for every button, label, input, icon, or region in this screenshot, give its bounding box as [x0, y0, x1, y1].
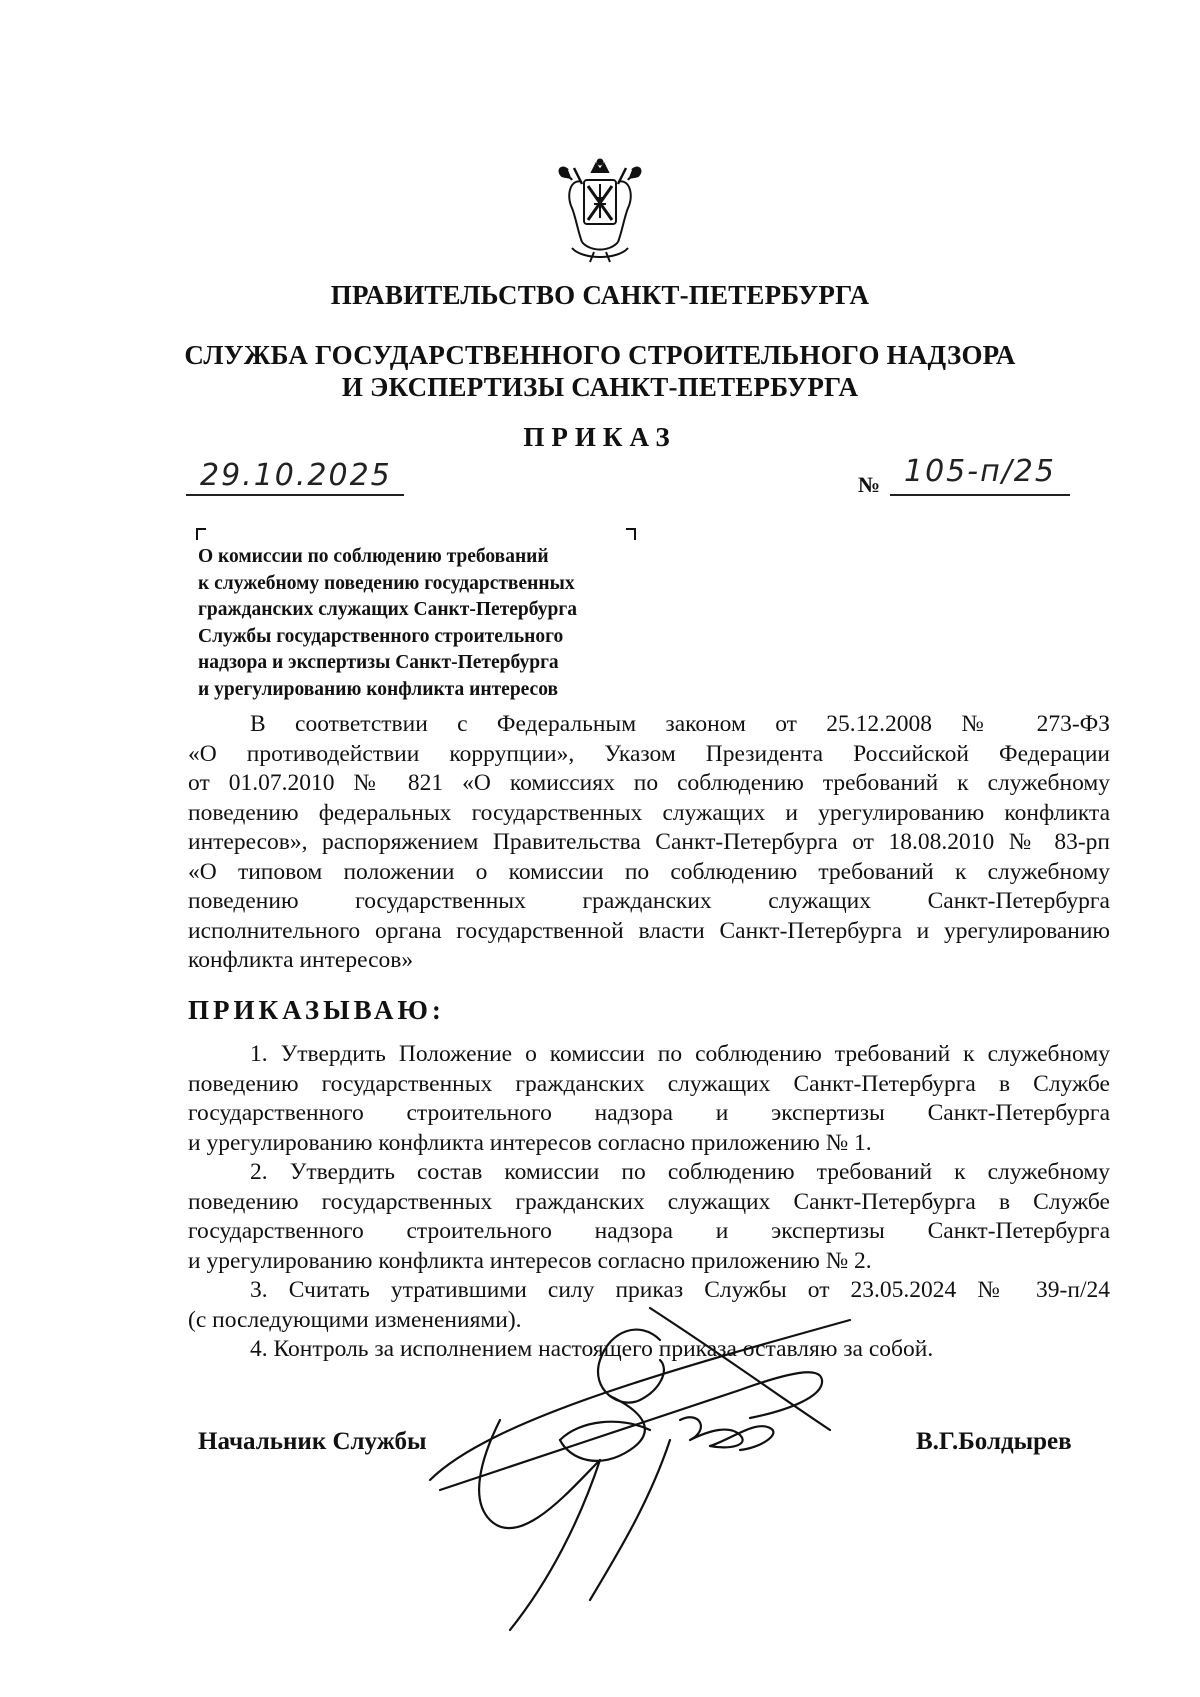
- number-underline: [890, 494, 1070, 496]
- point-line: и урегулированию конфликта интересов согласно приложению № 1.: [188, 1129, 872, 1156]
- document-type-title: ПРИКАЗ: [523, 422, 677, 452]
- point-line: 3. Считать утратившими силу приказ Службы от 23.05.2024 № 39-п/24: [250, 1277, 1110, 1303]
- preamble-line: поведению государственных гражданских служащих Санкт-Петербурга: [188, 888, 1110, 914]
- subject-line: и урегулированию конфликта интересов: [198, 678, 559, 700]
- government-title: ПРАВИТЕЛЬСТВО САНКТ-ПЕТЕРБУРГА: [330, 280, 870, 310]
- order-subject: [198, 544, 658, 703]
- order-number: 105-п/25: [904, 454, 1056, 489]
- subject-line: к служебному поведению государственных: [198, 572, 575, 594]
- point-line: 2. Утвердить состав комиссии по соблюдению требований к служебному: [250, 1159, 1110, 1185]
- subject-line: О комиссии по соблюдению требований: [198, 546, 549, 567]
- subject-line: надзора и экспертизы Санкт-Петербурга: [198, 652, 559, 673]
- point-line: (с последующими изменениями).: [188, 1306, 522, 1333]
- point-line: 1. Утвердить Положение о комиссии по соблюдению требований к служебному: [250, 1041, 1110, 1067]
- point-line: государственного строительного надзора и экспертизы Санкт-Петербурга: [188, 1218, 1110, 1244]
- service-title-line-1: СЛУЖБА ГОСУДАРСТВЕННОГО СТРОИТЕЛЬНОГО НАДЗОРА: [184, 340, 1016, 370]
- subject-line: Службы государственного строительного: [198, 625, 564, 647]
- command-heading: ПРИКАЗЫВАЮ:: [188, 995, 445, 1025]
- order-date: 29.10.2025: [200, 458, 392, 493]
- service-title-line-2: И ЭКСПЕРТИЗЫ САНКТ-ПЕТЕРБУРГА: [341, 372, 859, 402]
- number-sign: №: [858, 472, 881, 497]
- preamble-line: В соответствии с Федеральным законом от 25.12.2008 № 273-ФЗ: [250, 711, 1110, 737]
- date-underline: [186, 494, 404, 496]
- preamble-line: интересов», распоряжением Правительства Санкт-Петербурга от 18.08.2010 № 83-рп: [188, 829, 1110, 855]
- subject-line: гражданских служащих Санкт-Петербурга: [198, 599, 577, 620]
- point-line: и урегулированию конфликта интересов согласно приложению № 2.: [188, 1247, 872, 1274]
- point-line: 4. Контроль за исполнением настоящего приказа оставляю за собой.: [250, 1336, 934, 1362]
- coat-of-arms-emblem: [552, 158, 648, 266]
- point-line: поведению государственных гражданских служащих Санкт-Петербурга в Службе: [188, 1070, 1110, 1097]
- subject-corner-left: [196, 528, 206, 540]
- preamble-line: поведению федеральных государственных служащих и урегулированию конфликта: [188, 799, 1110, 826]
- preamble-line: «О типовом положении о комиссии по соблюдению требований к служебному: [188, 858, 1110, 885]
- signatory-position: Начальник Службы: [198, 1428, 427, 1455]
- point-line: поведению государственных гражданских служащих Санкт-Петербурга в Службе: [188, 1188, 1110, 1215]
- preamble-paragraph: [188, 710, 1110, 976]
- preamble-line: «О противодействии коррупции», Указом Президента Российской Федерации: [188, 740, 1110, 767]
- preamble-line: конфликта интересов»: [188, 947, 414, 973]
- handwritten-signature: [410, 1300, 930, 1640]
- signatory-name: В.Г.Болдырев: [916, 1428, 1072, 1455]
- preamble-line: исполнительного органа государственной власти Санкт-Петербурга и урегулированию: [188, 917, 1110, 944]
- subject-corner-right: [626, 528, 636, 540]
- preamble-line: от 01.07.2010 № 821 «О комиссиях по соблюдению требований к служебному: [188, 770, 1110, 796]
- point-line: государственного строительного надзора и экспертизы Санкт-Петербурга: [188, 1100, 1110, 1126]
